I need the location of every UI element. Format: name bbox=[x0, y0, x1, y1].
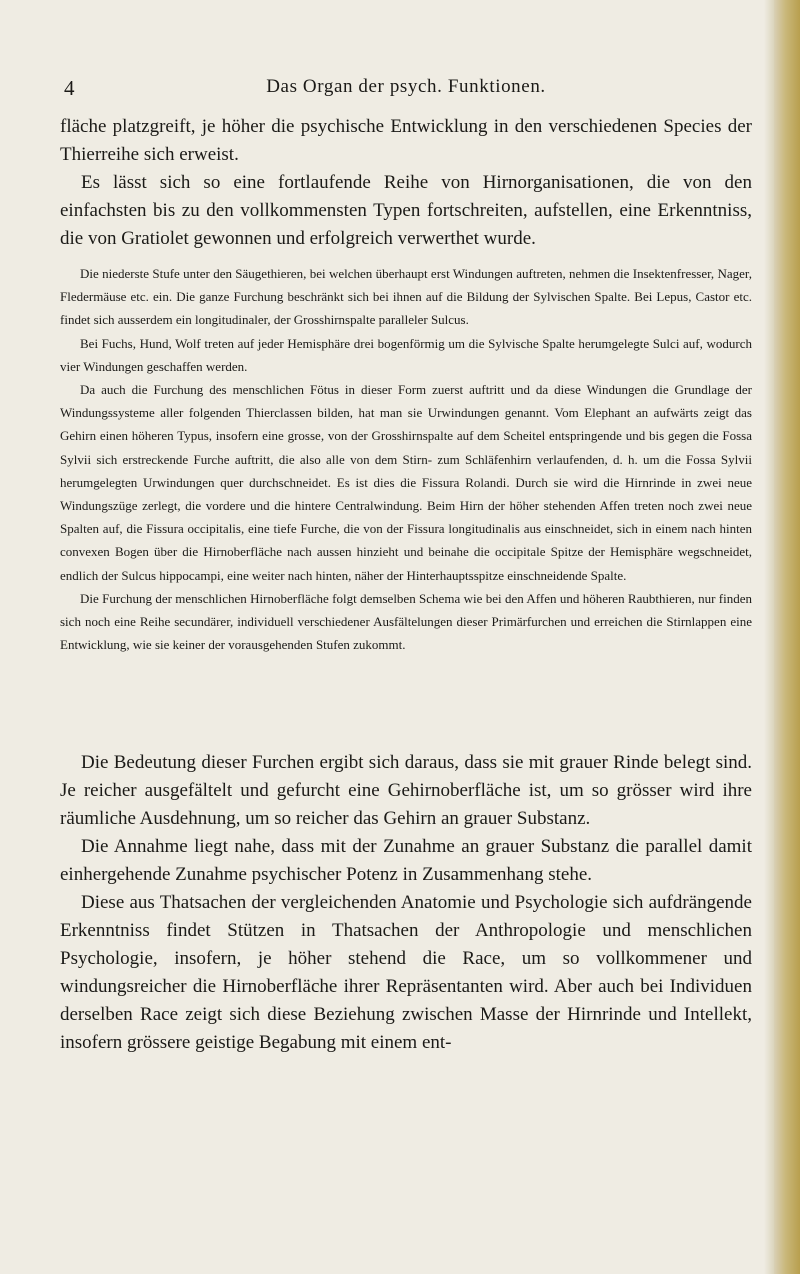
note-paragraph: Die Furchung der menschlichen Hirnoberfläche folgt demselben Schema wie bei den Affen und höheren Raubthieren, nur finden sich noch eine Reihe secundärer, individuell verschiedener Ausfältelungen dieser Primärfurchen und erreichen die Stirnlappen eine Entwicklung, wie sie keiner der vorausgehenden Stufen zukommt. bbox=[60, 590, 752, 653]
note-paragraph: Da auch die Furchung des menschlichen Fötus in dieser Form zuerst auftritt und da diese Windungen die Grundlage der Windungssysteme aller folgenden Thierclassen bilden, hat man sie Urwindungen genannt. Vom Elephant an aufwärts zeigt das Gehirn einen höheren Typus, insofern eine grosse, von der Grosshirnspalte auf dem Scheitel entspringende und bis gegen die Fossa Sylvii sich erstreckende Furche auftritt, die also alle von dem Stirn- zum Schläfenhirn verlaufenden, d. h. um die Fossa Sylvii herumgelegten Urwindungen quer durchschneidet. Es ist dies die Fissura Rolandi. Durch sie wird die Hirnrinde in zwei neue Windungszüge zerlegt, die vordere und die hintere Centralwindung. Beim Hirn der höher stehenden Affen treten noch zwei neue Spalten auf, die Fissura occipitalis, eine tiefe Furche, die von der Fissura longitudinalis aus einschneidet, sich in einem nach hinten convexen Bogen über die Hirnoberfläche nach aussen hinzieht und beinahe die occipitale Spitze der Hemisphäre wegschneidet, endlich der Sulcus hippocampi, eine weiter nach hinten, näher der Hinterhauptsspitze einschneidende Spalte. bbox=[60, 382, 752, 583]
note-paragraph: Bei Fuchs, Hund, Wolf treten auf jeder Hemisphäre drei bogenförmig um die Sylvische Spalte herumgelegte Sulci auf, wodurch vier Windungen geschaffen werden. bbox=[60, 335, 752, 374]
page-header bbox=[60, 76, 752, 102]
paragraph: Die Bedeutung dieser Furchen ergibt sich daraus, dass sie mit grauer Rinde belegt sind. Je reicher ausgefältelt und gefurcht eine Gehirnoberfläche ist, um so grösser wird ihre räumliche Ausdehnung, um so reicher das Gehirn an grauer Substanz. bbox=[60, 752, 752, 829]
paragraph: Es lässt sich so eine fortlaufende Reihe von Hirnorganisationen, die von den einfachsten bis zu den vollkommensten Typen fortschreiten, aufstellen, eine Erkenntniss, die von Gratiolet gewonnen und erfolgreich verwerthet wurde. bbox=[60, 172, 752, 249]
paragraph: Die Annahme liegt nahe, dass mit der Zunahme an grauer Substanz die parallel damit einhergehende Zunahme psychischer Potenz in Zusammenhang stehe. bbox=[60, 836, 752, 885]
page-edge-shadow bbox=[764, 0, 774, 1274]
paragraph: fläche platzgreift, je höher die psychische Entwicklung in den verschiedenen Species der Thierreihe sich erweist. bbox=[60, 116, 752, 165]
page-number: 4 bbox=[64, 76, 75, 100]
paragraph: Diese aus Thatsachen der vergleichenden Anatomie und Psychologie sich aufdrängende Erkenntniss findet Stützen in Thatsachen der Anthropologie und menschlichen Psychologie, insofern, je höher stehend die Race, um so vollkommener und windungsreicher die Hirnoberfläche ihrer Repräsentanten wird. Aber auch bei Individuen derselben Race zeigt sich diese Beziehung zwischen Masse der Hirnrinde und Intellekt, insofern grössere geistige Begabung mit einem ent- bbox=[60, 892, 752, 1053]
small-print-note bbox=[60, 262, 752, 656]
main-text-bottom bbox=[60, 749, 752, 1057]
running-title: Das Organ der psych. Funktionen. bbox=[266, 76, 546, 97]
main-text-top bbox=[60, 113, 752, 253]
page-edge bbox=[774, 0, 800, 1274]
note-paragraph: Die niederste Stufe unter den Säugethieren, bei welchen überhaupt erst Windungen auftreten, nehmen die Insektenfresser, Nager, Fledermäuse etc. ein. Die ganze Furchung beschränkt sich bei ihnen auf die Bildung der Sylvischen Spalte. Bei Lepus, Castor etc. findet sich ausserdem ein longitudinaler, der Grosshirnspalte paralleler Sulcus. bbox=[60, 266, 752, 328]
